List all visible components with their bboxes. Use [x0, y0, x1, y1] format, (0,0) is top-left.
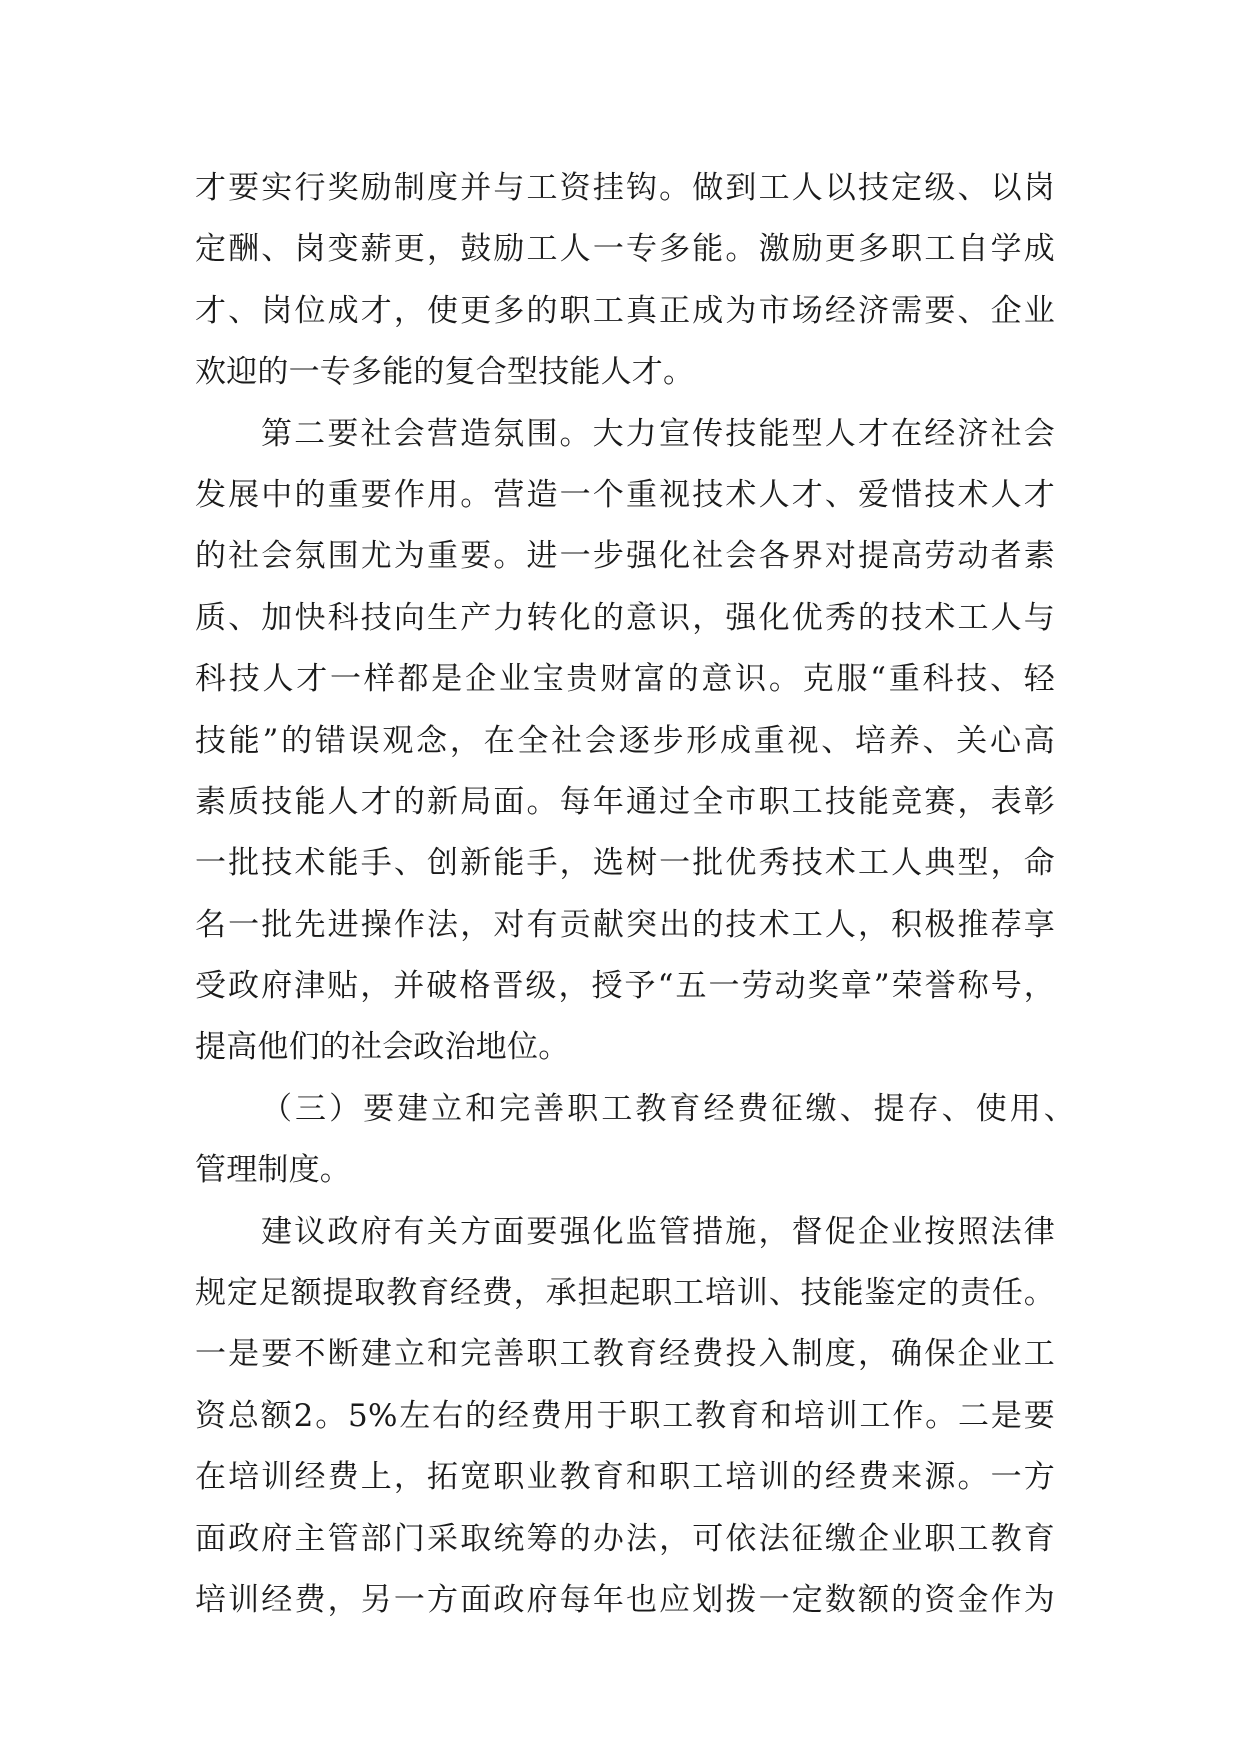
text-line: 一批技术能手、创新能手，选树一批优秀技术工人典型，命 [195, 845, 1055, 882]
text-line: 科技人才一样都是企业宝贵财富的意识。克服“重科技、轻 [195, 661, 1055, 698]
text-line: 名一批先进操作法，对有贡献突出的技术工人，积极推荐享 [195, 906, 1055, 943]
text-line: 素质技能人才的新局面。每年通过全市职工技能竞赛，表彰 [195, 783, 1055, 820]
text-line: 提高他们的社会政治地位。 [195, 1029, 570, 1066]
text-line: 质、加快科技向生产力转化的意识，强化优秀的技术工人与 [195, 599, 1055, 636]
document-body [195, 158, 1075, 1631]
text-line: 管理制度。 [195, 1152, 351, 1189]
text-line: 培训经费，另一方面政府每年也应划拨一定数额的资金作为 [195, 1581, 1055, 1618]
text-line: 的社会氛围尤为重要。进一步强化社会各界对提高劳动者素 [195, 538, 1055, 575]
text-line: 面政府主管部门采取统筹的办法，可依法征缴企业职工教育 [195, 1520, 1055, 1557]
text-line: 资总额2。5%左右的经费用于职工教育和培训工作。二是要 [195, 1397, 1055, 1434]
text-line: 第二要社会营造氛围。大力宣传技能型人才在经济社会 [261, 415, 1055, 452]
text-line: （三）要建立和完善职工教育经费征缴、提存、使用、 [261, 1090, 1075, 1127]
text-line: 在培训经费上，拓宽职业教育和职工培训的经费来源。一方 [195, 1459, 1055, 1496]
text-line: 建议政府有关方面要强化监管措施，督促企业按照法律 [261, 1213, 1055, 1250]
text-line: 才要实行奖励制度并与工资挂钩。做到工人以技定级、以岗 [195, 170, 1055, 206]
text-line: 规定足额提取教育经费，承担起职工培训、技能鉴定的责任。 [195, 1275, 1055, 1312]
text-line: 技能”的错误观念，在全社会逐步形成重视、培养、关心高 [195, 722, 1055, 759]
text-line: 发展中的重要作用。营造一个重视技术人才、爱惜技术人才 [195, 476, 1055, 513]
text-line: 定酬、岗变薪更，鼓励工人一专多能。激励更多职工自学成 [195, 231, 1055, 268]
text-line: 一是要不断建立和完善职工教育经费投入制度，确保企业工 [195, 1336, 1055, 1373]
text-line: 才、岗位成才，使更多的职工真正成为市场经济需要、企业 [195, 292, 1055, 329]
text-line: 受政府津贴，并破格晋级，授予“五一劳动奖章”荣誉称号， [195, 968, 1055, 1005]
text-line: 欢迎的一专多能的复合型技能人才。 [195, 354, 695, 391]
